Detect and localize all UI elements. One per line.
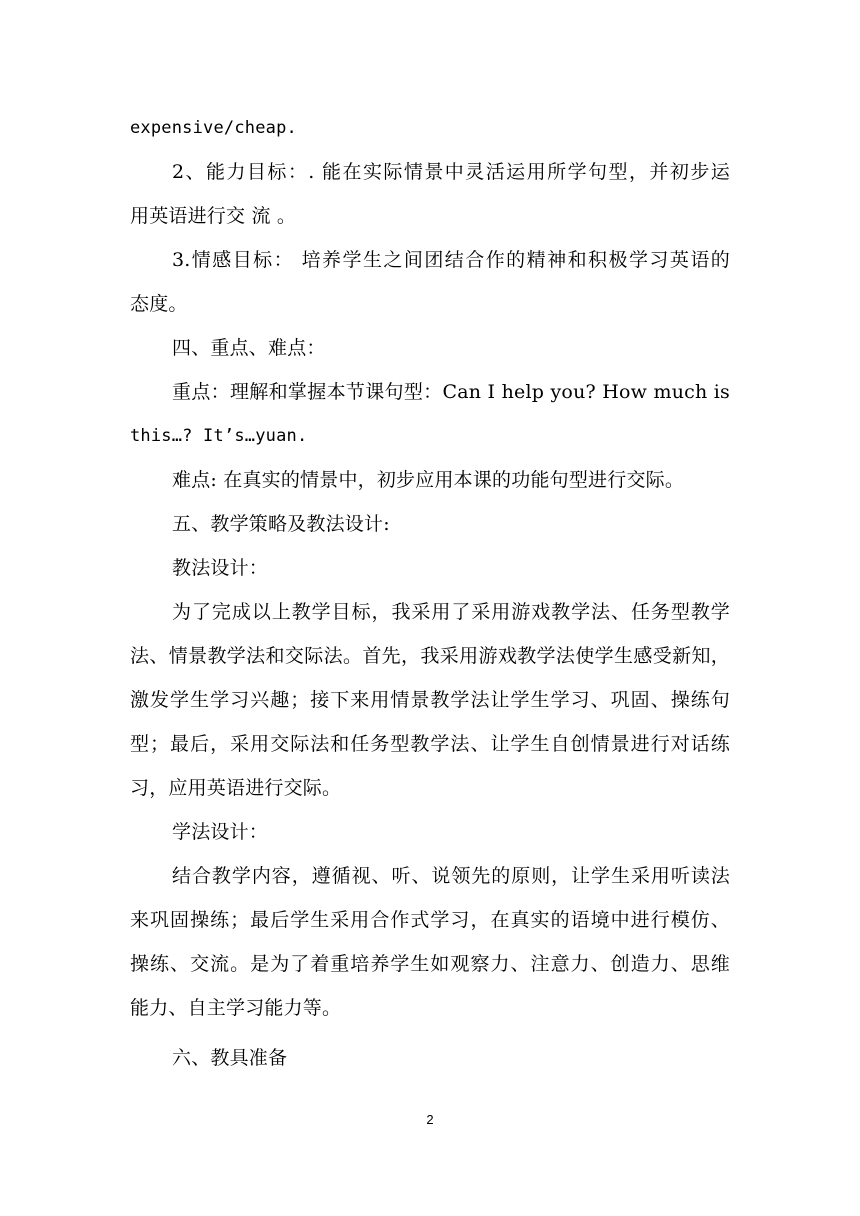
learning-method-line-1: 结合教学内容，遵循视、听、说领先的原则，让学生采用听读法 (172, 865, 730, 887)
key-point-line-1: 重点：理解和掌握本节课句型：Can I help you? How much is (172, 381, 730, 403)
ability-goal-line-2: 用英语进行交 流 。 (130, 205, 297, 227)
emotion-goal-line-2: 态度。 (130, 293, 188, 315)
section-heading-teaching-strategy: 五、教学策略及教法设计: (172, 513, 390, 535)
teaching-method-line-4: 型；最后，采用交际法和任务型教学法、让学生自创情景进行对话练 (130, 733, 730, 755)
text-line: expensive/cheap. (130, 118, 297, 138)
ability-goal-line-1: 2、能力目标：. 能在实际情景中灵活运用所学句型，并初步运 (172, 161, 730, 183)
section-heading-teaching-aids: 六、教具准备 (172, 1047, 288, 1069)
learning-method-line-2: 来巩固操练；最后学生采用合作式学习，在真实的语境中进行模仿、 (130, 909, 730, 931)
teaching-method-line-5: 习，应用英语进行交际。 (130, 777, 342, 799)
document-body (130, 106, 730, 1080)
learning-method-line-4: 能力、自主学习能力等。 (130, 997, 342, 1019)
teaching-method-line-3: 激发学生学习兴趣；接下来用情景教学法让学生学习、巩固、操练句 (130, 689, 730, 711)
learning-method-line-3: 操练、交流。是为了着重培养学生如观察力、注意力、创造力、思维 (130, 953, 730, 975)
section-heading-key-points: 四、重点、难点： (172, 337, 326, 359)
key-point-line-2: this…? It’s…yuan. (130, 426, 308, 446)
difficulty-line: 难点: 在真实的情景中，初步应用本课的功能句型进行交际。 (172, 469, 685, 491)
subheading-teaching-method: 教法设计： (172, 557, 269, 579)
teaching-method-line-2: 法、情景教学法和交际法。首先，我采用游戏教学法使学生感受新知， (130, 645, 730, 667)
page-number: 2 (426, 1112, 434, 1127)
teaching-method-line-1: 为了完成以上教学目标，我采用了采用游戏教学法、任务型教学 (172, 601, 730, 623)
emotion-goal-line-1: 3.情感目标： 培养学生之间团结合作的精神和积极学习英语的 (172, 249, 730, 271)
subheading-learning-method: 学法设计： (172, 821, 269, 843)
